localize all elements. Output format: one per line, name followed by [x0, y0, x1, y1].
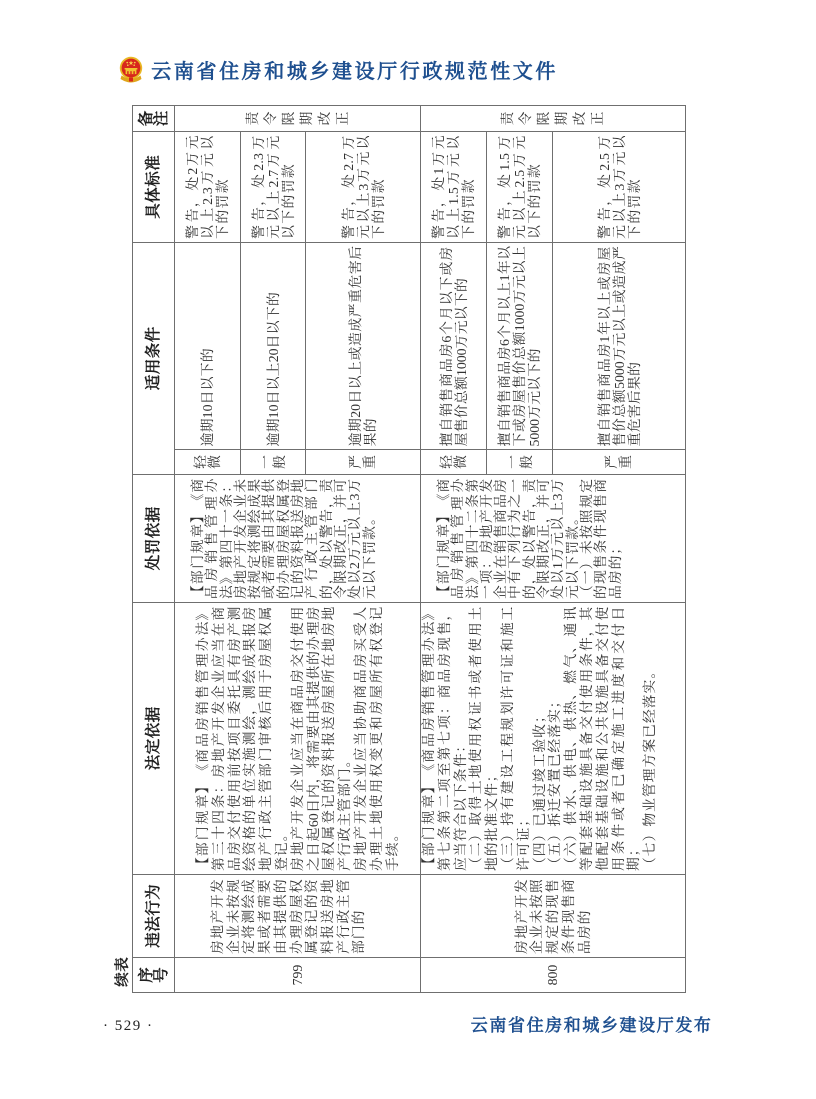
penalty-standard: 警告，处1.5万元以上2.5万元以下的罚款 [497, 135, 542, 239]
column-header-label: 违法行为 [144, 884, 162, 948]
applicable-condition: 擅自销售商品房6个月以上1年以下或房屋售价总额1000万元以上5000万元以下的 [497, 245, 542, 447]
table-header-row [133, 106, 175, 993]
legal-basis-paragraph: 【部门规章】《商品房销售管理办法》第三十四条：房地产开发企业应当在商品房交付使用前按项目委托具有房产测绘资格的单位实施测绘，测绘成果报房地产行政主管部门审核后用于房屋权属登记。 [195, 606, 289, 871]
publisher-label: 云南省住房和城乡建设厅发布 [470, 1016, 711, 1036]
record-number: 800 [545, 964, 561, 986]
applicable-condition: 擅自销售商品房6个月以下或房屋售价总额1000万元以下的 [438, 246, 469, 447]
legal-basis-paragraph: 房地产开发企业应当协助商品房买受人办理土地使用权变更和房屋所有权登记手续。 [352, 606, 400, 871]
penalty-standard: 警告，处2.7万元以上3万元以下的罚款 [340, 135, 386, 239]
applicable-condition-cell [553, 243, 686, 450]
applicable-condition-cell [175, 243, 241, 450]
severity-level: 轻微 [438, 455, 468, 469]
column-header-no [133, 958, 175, 993]
rotated-table-block [114, 106, 685, 993]
remarks-cell [175, 106, 421, 132]
penalty-basis-cell [175, 475, 421, 603]
record-number-cell [421, 958, 686, 993]
record-number-cell [175, 958, 421, 993]
penalty-standard-cell [421, 132, 487, 243]
applicable-condition-cell [241, 243, 306, 450]
applicable-condition: 逾期10日以上20日以下的 [265, 292, 281, 447]
severity-level-cell [241, 450, 306, 475]
record-number: 799 [289, 964, 305, 986]
severity-level-cell [306, 450, 421, 475]
column-header-standard [133, 132, 175, 243]
violation-text: 房地产开发企业未按照规定的现售条件现售商品房的 [513, 879, 592, 954]
legal-basis-cell [175, 603, 421, 875]
severity-level-cell [421, 450, 487, 475]
column-header-legal-basis [133, 603, 175, 875]
column-header-label: 法定依据 [144, 706, 162, 771]
penalty-basis-paragraph: 【部门规章】《商品房销售管理办法》第四十一条：房地产开发企业未按规定将测绘成果或者需要由其提供的办理房屋权属登记的资料报送房地产行政主管部门的，处以警告，责令限期改正，并可处以2万元以上3万元以下罚款。 [190, 478, 377, 599]
severity-level-cell [487, 450, 553, 475]
legal-basis-paragraph: 【部门规章】《商品房销售管理办法》第七条第二项至第七项：商品房现售，应当符合以下条件： [421, 606, 468, 871]
penalty-standard-cell [553, 132, 686, 243]
severity-level: 一般 [504, 455, 534, 469]
column-header-conditions [133, 243, 175, 475]
applicable-condition-cell [306, 243, 421, 450]
table-row [175, 106, 241, 993]
legal-basis-paragraph: （五）拆迁安置已经落实； [547, 694, 563, 871]
severity-level: 轻微 [192, 455, 222, 469]
penalty-standard: 警告，处2.3万元以上2.7万元以下的罚款 [250, 135, 296, 239]
remarks-text: 责 令 限 期 改 正 [244, 111, 350, 126]
penalty-standard-cell [241, 132, 306, 243]
severity-level-cell [175, 450, 241, 475]
penalty-basis-paragraph: 【部门规章】《商品房销售管理办法》第四十二条第一项：房地产开发企业在销售商品房中有下列行为之一的，处以警告，责令限期改正，并可处以1万元以上3万元以下罚款。 [436, 478, 580, 599]
legal-basis-paragraph: （二）取得土地使用权证书或者使用土地的批准文件； [468, 606, 500, 871]
column-header-label: 适用条件 [144, 326, 162, 391]
violation-cell [421, 875, 686, 958]
legal-basis-paragraph: （三）持有建设工程规划许可证和施工许可证； [499, 606, 531, 871]
penalty-standard: 警告，处2万元以上2.3万元以下的罚款 [185, 135, 230, 239]
violation-cell [175, 875, 421, 958]
applicable-condition: 逾期20日以上或造成严重危害后果的 [348, 246, 378, 447]
penalty-standards-table [132, 105, 686, 993]
column-header-label: 处罚依据 [144, 506, 162, 571]
column-header-penalty-basis [133, 475, 175, 603]
penalty-standard: 警告，处1万元以上1.5万元以下的罚款 [431, 135, 476, 239]
penalty-standard: 警告，处2.5万元以上3万元以下的罚款 [596, 135, 642, 239]
severity-level: 一般 [258, 455, 287, 469]
applicable-condition: 擅自销售商品房1年以上或房屋售价总额5000万元以上或造成严重危害后果的 [596, 246, 642, 447]
table-continued-label: 续表 [115, 957, 131, 987]
remarks-cell [421, 106, 686, 132]
violation-text: 房地产开发企业未按规定将测绘成果或者需要由其提供的办理房屋权属登记的资料报送房地产行政主管部门的 [210, 879, 367, 954]
legal-basis-cell [421, 603, 686, 875]
penalty-basis-cell [421, 475, 686, 603]
applicable-condition: 逾期10日以下的 [200, 348, 215, 447]
column-header-label: 序号 [136, 967, 170, 983]
applicable-condition-cell [487, 243, 553, 450]
legal-basis-paragraph: （六）供水、供电、供热、燃气、通讯等配套基础设施具备交付使用条件，其他配套基础设施和公共设施具备交付使用条件或者已确定施工进度和交付日期； [563, 606, 642, 871]
column-header-violation [133, 875, 175, 958]
national-emblem-icon [119, 56, 143, 84]
column-header-remarks [133, 106, 175, 132]
applicable-condition-cell [421, 243, 487, 450]
severity-level: 严重 [348, 455, 377, 469]
remarks-text: 责 令 限 期 改 正 [500, 111, 605, 126]
penalty-standard-cell [487, 132, 553, 243]
penalty-basis-paragraph: （一）未按照规定的现售条件现售商品房的； [578, 478, 623, 599]
table-row [421, 106, 487, 993]
document-series-title: 云 南 省 住 房 和 城 乡 建 设 厅 行 政 规 范 性 文 件 [151, 59, 556, 83]
penalty-standard-cell [175, 132, 241, 243]
severity-level: 严重 [604, 455, 633, 469]
legal-basis-paragraph: （七）物业管理方案已经落实。 [642, 664, 658, 871]
severity-level-cell [553, 450, 686, 475]
column-header-label: 备注 [136, 110, 170, 127]
legal-basis-paragraph: 房地产开发企业应当在商品房交付使用之日起60日内，将需要由其提供的办理房屋权属登记的资料报送房屋所在地房地产行政主管部门。 [289, 606, 353, 871]
legal-basis-paragraph: （四）已通过竣工验收； [531, 709, 547, 871]
column-header-label: 具体标准 [144, 155, 162, 219]
page-number: · 529 · [103, 1018, 154, 1034]
penalty-standard-cell [306, 132, 421, 243]
